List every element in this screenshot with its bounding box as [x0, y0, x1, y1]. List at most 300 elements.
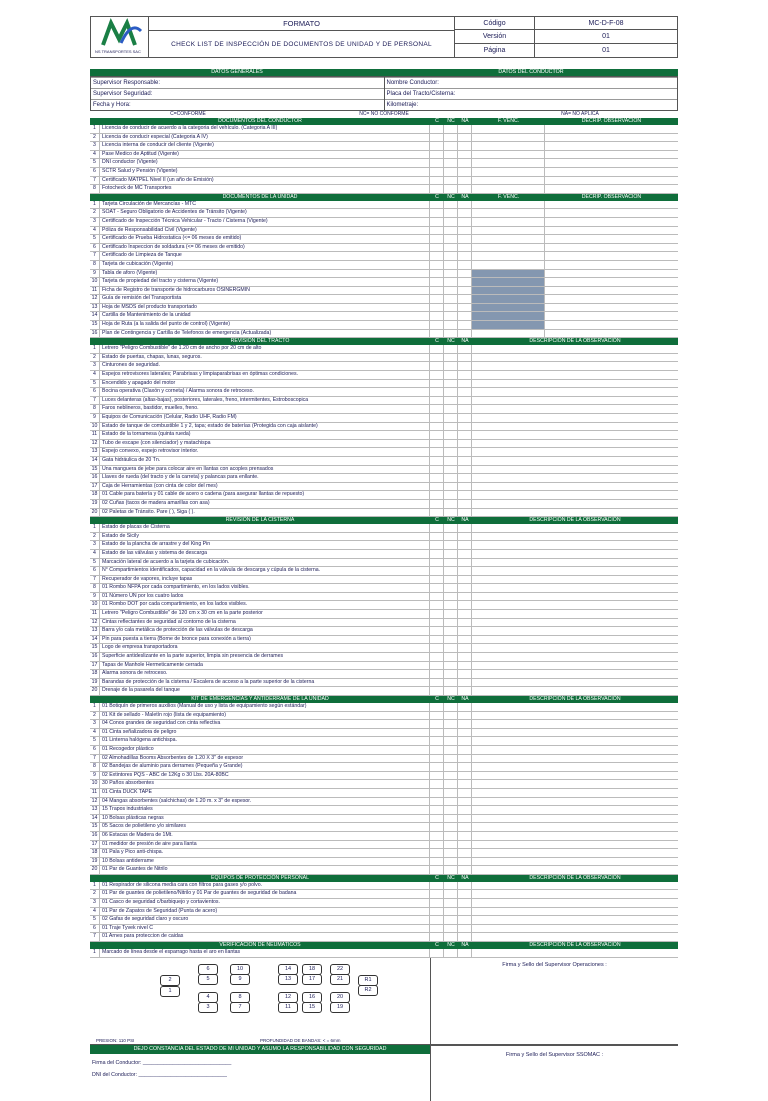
cell-na[interactable]: [458, 278, 472, 286]
cell-c[interactable]: [430, 933, 444, 941]
cell-desc[interactable]: [472, 925, 678, 933]
cell-na[interactable]: [458, 362, 472, 370]
cell-na[interactable]: [458, 209, 472, 217]
cell-desc[interactable]: [472, 899, 678, 907]
cell-na[interactable]: [458, 798, 472, 806]
cell-c[interactable]: [430, 397, 444, 405]
cell-nc[interactable]: [444, 533, 458, 541]
cell-nc[interactable]: [444, 908, 458, 916]
tire-17[interactable]: 17: [302, 974, 322, 985]
cell-c[interactable]: [430, 567, 444, 575]
cell-c[interactable]: [430, 312, 444, 320]
cell-na[interactable]: [458, 601, 472, 609]
cell-venc[interactable]: [472, 270, 545, 278]
tire-9[interactable]: 9: [230, 974, 250, 985]
cell-nc[interactable]: [444, 388, 458, 396]
cell-c[interactable]: [430, 354, 444, 362]
cell-desc[interactable]: [472, 541, 678, 549]
cell-c[interactable]: [430, 509, 444, 517]
cell-c[interactable]: [430, 653, 444, 661]
cell-c[interactable]: [430, 295, 444, 303]
cell-c[interactable]: [430, 841, 444, 849]
cell-nc[interactable]: [444, 278, 458, 286]
cell-nc[interactable]: [444, 509, 458, 517]
cell-obs[interactable]: [545, 312, 678, 320]
cell-na[interactable]: [458, 687, 472, 695]
cell-nc[interactable]: [444, 457, 458, 465]
cell-na[interactable]: [458, 720, 472, 728]
cell-nc[interactable]: [444, 371, 458, 379]
cell-c[interactable]: [430, 815, 444, 823]
cell-desc[interactable]: [472, 567, 678, 575]
cell-c[interactable]: [430, 729, 444, 737]
cell-nc[interactable]: [444, 584, 458, 592]
cell-nc[interactable]: [444, 312, 458, 320]
cell-nc[interactable]: [444, 619, 458, 627]
cell-na[interactable]: [458, 466, 472, 474]
cell-venc[interactable]: [472, 330, 545, 338]
general-field[interactable]: Supervisor Seguridad:: [91, 88, 384, 99]
cell-na[interactable]: [458, 806, 472, 814]
cell-nc[interactable]: [444, 295, 458, 303]
cell-na[interactable]: [458, 916, 472, 924]
cell-na[interactable]: [458, 703, 472, 711]
cell-desc[interactable]: [472, 858, 678, 866]
cell-c[interactable]: [430, 533, 444, 541]
cell-desc[interactable]: [472, 550, 678, 558]
cell-c[interactable]: [430, 448, 444, 456]
cell-c[interactable]: [430, 252, 444, 260]
cell-desc[interactable]: [472, 644, 678, 652]
cell-nc[interactable]: [444, 261, 458, 269]
cell-c[interactable]: [430, 949, 444, 957]
cell-c[interactable]: [430, 576, 444, 584]
cell-c[interactable]: [430, 789, 444, 797]
cell-na[interactable]: [458, 491, 472, 499]
cell-desc[interactable]: [472, 380, 678, 388]
cell-desc[interactable]: [472, 397, 678, 405]
cell-na[interactable]: [458, 287, 472, 295]
cell-venc[interactable]: [472, 218, 545, 226]
cell-venc[interactable]: [472, 261, 545, 269]
cell-c[interactable]: [430, 858, 444, 866]
cell-na[interactable]: [458, 593, 472, 601]
cell-na[interactable]: [458, 185, 472, 193]
cell-desc[interactable]: [472, 687, 678, 695]
cell-desc[interactable]: [472, 746, 678, 754]
cell-obs[interactable]: [545, 134, 678, 142]
cell-c[interactable]: [430, 491, 444, 499]
cell-c[interactable]: [430, 125, 444, 133]
cell-nc[interactable]: [444, 746, 458, 754]
cell-c[interactable]: [430, 168, 444, 176]
cell-na[interactable]: [458, 763, 472, 771]
cell-nc[interactable]: [444, 304, 458, 312]
cell-desc[interactable]: [472, 832, 678, 840]
cell-desc[interactable]: [472, 362, 678, 370]
cell-venc[interactable]: [472, 287, 545, 295]
cell-c[interactable]: [430, 151, 444, 159]
cell-desc[interactable]: [472, 780, 678, 788]
cell-na[interactable]: [458, 925, 472, 933]
cell-nc[interactable]: [444, 227, 458, 235]
cell-c[interactable]: [430, 687, 444, 695]
cell-na[interactable]: [458, 823, 472, 831]
cell-desc[interactable]: [472, 806, 678, 814]
cell-c[interactable]: [430, 908, 444, 916]
tire-3[interactable]: 3: [198, 1002, 218, 1013]
cell-na[interactable]: [458, 679, 472, 687]
cell-obs[interactable]: [545, 252, 678, 260]
cell-c[interactable]: [430, 780, 444, 788]
cell-nc[interactable]: [444, 841, 458, 849]
cell-c[interactable]: [430, 244, 444, 252]
cell-c[interactable]: [430, 278, 444, 286]
cell-nc[interactable]: [444, 823, 458, 831]
cell-na[interactable]: [458, 899, 472, 907]
cell-venc[interactable]: [472, 142, 545, 150]
cell-na[interactable]: [458, 414, 472, 422]
cell-venc[interactable]: [472, 177, 545, 185]
cell-nc[interactable]: [444, 670, 458, 678]
cell-c[interactable]: [430, 798, 444, 806]
cell-na[interactable]: [458, 354, 472, 362]
cell-nc[interactable]: [444, 218, 458, 226]
cell-c[interactable]: [430, 388, 444, 396]
cell-na[interactable]: [458, 832, 472, 840]
cell-nc[interactable]: [444, 679, 458, 687]
cell-venc[interactable]: [472, 312, 545, 320]
tire-6[interactable]: 6: [198, 964, 218, 975]
cell-desc[interactable]: [472, 388, 678, 396]
cell-c[interactable]: [430, 679, 444, 687]
cell-c[interactable]: [430, 440, 444, 448]
cell-c[interactable]: [430, 610, 444, 618]
cell-na[interactable]: [458, 261, 472, 269]
cell-na[interactable]: [458, 345, 472, 353]
cell-desc[interactable]: [472, 509, 678, 517]
cell-desc[interactable]: [472, 466, 678, 474]
cell-na[interactable]: [458, 653, 472, 661]
cell-c[interactable]: [430, 899, 444, 907]
cell-c[interactable]: [430, 134, 444, 142]
cell-obs[interactable]: [545, 261, 678, 269]
cell-c[interactable]: [430, 380, 444, 388]
cell-desc[interactable]: [472, 798, 678, 806]
cell-desc[interactable]: [472, 729, 678, 737]
cell-nc[interactable]: [444, 466, 458, 474]
cell-nc[interactable]: [444, 890, 458, 898]
cell-desc[interactable]: [472, 949, 678, 957]
tire-r1[interactable]: R1: [358, 975, 378, 986]
cell-obs[interactable]: [545, 235, 678, 243]
cell-desc[interactable]: [472, 772, 678, 780]
cell-nc[interactable]: [444, 287, 458, 295]
cell-c[interactable]: [430, 772, 444, 780]
cell-nc[interactable]: [444, 832, 458, 840]
tire-19[interactable]: 19: [330, 1002, 350, 1013]
cell-nc[interactable]: [444, 636, 458, 644]
cell-na[interactable]: [458, 841, 472, 849]
cell-c[interactable]: [430, 925, 444, 933]
cell-venc[interactable]: [472, 134, 545, 142]
cell-c[interactable]: [430, 593, 444, 601]
cell-nc[interactable]: [444, 491, 458, 499]
tire-12[interactable]: 12: [278, 992, 298, 1003]
cell-nc[interactable]: [444, 849, 458, 857]
cell-c[interactable]: [430, 227, 444, 235]
cell-c[interactable]: [430, 636, 444, 644]
cell-na[interactable]: [458, 227, 472, 235]
cell-na[interactable]: [458, 134, 472, 142]
tire-r2[interactable]: R2: [358, 985, 378, 996]
cell-nc[interactable]: [444, 541, 458, 549]
cell-nc[interactable]: [444, 720, 458, 728]
cell-c[interactable]: [430, 559, 444, 567]
cell-desc[interactable]: [472, 662, 678, 670]
cell-na[interactable]: [458, 397, 472, 405]
cell-nc[interactable]: [444, 925, 458, 933]
cell-c[interactable]: [430, 142, 444, 150]
cell-desc[interactable]: [472, 593, 678, 601]
cell-nc[interactable]: [444, 763, 458, 771]
cell-c[interactable]: [430, 287, 444, 295]
cell-na[interactable]: [458, 509, 472, 517]
cell-c[interactable]: [430, 619, 444, 627]
tire-2[interactable]: 2: [160, 975, 180, 986]
cell-obs[interactable]: [545, 209, 678, 217]
cell-na[interactable]: [458, 295, 472, 303]
cell-na[interactable]: [458, 737, 472, 745]
cell-nc[interactable]: [444, 593, 458, 601]
cell-obs[interactable]: [545, 244, 678, 252]
cell-nc[interactable]: [444, 142, 458, 150]
cell-venc[interactable]: [472, 125, 545, 133]
cell-c[interactable]: [430, 330, 444, 338]
cell-desc[interactable]: [472, 559, 678, 567]
cell-venc[interactable]: [472, 151, 545, 159]
cell-desc[interactable]: [472, 849, 678, 857]
cell-c[interactable]: [430, 304, 444, 312]
cell-nc[interactable]: [444, 899, 458, 907]
cell-na[interactable]: [458, 448, 472, 456]
cell-c[interactable]: [430, 644, 444, 652]
cell-na[interactable]: [458, 866, 472, 874]
tire-18[interactable]: 18: [302, 964, 322, 975]
cell-nc[interactable]: [444, 933, 458, 941]
cell-c[interactable]: [430, 550, 444, 558]
cell-nc[interactable]: [444, 483, 458, 491]
cell-nc[interactable]: [444, 168, 458, 176]
cell-na[interactable]: [458, 882, 472, 890]
cell-c[interactable]: [430, 261, 444, 269]
cell-c[interactable]: [430, 457, 444, 465]
cell-c[interactable]: [430, 218, 444, 226]
cell-obs[interactable]: [545, 125, 678, 133]
cell-c[interactable]: [430, 720, 444, 728]
cell-nc[interactable]: [444, 550, 458, 558]
cell-obs[interactable]: [545, 151, 678, 159]
cell-desc[interactable]: [472, 866, 678, 874]
cell-c[interactable]: [430, 627, 444, 635]
cell-desc[interactable]: [472, 679, 678, 687]
cell-nc[interactable]: [444, 755, 458, 763]
cell-obs[interactable]: [545, 177, 678, 185]
cell-obs[interactable]: [545, 201, 678, 209]
cell-nc[interactable]: [444, 653, 458, 661]
cell-desc[interactable]: [472, 755, 678, 763]
cell-c[interactable]: [430, 466, 444, 474]
cell-obs[interactable]: [545, 287, 678, 295]
cell-obs[interactable]: [545, 185, 678, 193]
cell-venc[interactable]: [472, 252, 545, 260]
cell-obs[interactable]: [545, 168, 678, 176]
cell-desc[interactable]: [472, 627, 678, 635]
cell-na[interactable]: [458, 330, 472, 338]
cell-venc[interactable]: [472, 227, 545, 235]
cell-desc[interactable]: [472, 474, 678, 482]
cell-desc[interactable]: [472, 533, 678, 541]
cell-nc[interactable]: [444, 125, 458, 133]
cell-c[interactable]: [430, 823, 444, 831]
cell-c[interactable]: [430, 177, 444, 185]
cell-desc[interactable]: [472, 601, 678, 609]
cell-nc[interactable]: [444, 500, 458, 508]
cell-c[interactable]: [430, 371, 444, 379]
general-field[interactable]: Supervisor Responsable:: [91, 77, 384, 88]
cell-nc[interactable]: [444, 858, 458, 866]
cell-desc[interactable]: [472, 908, 678, 916]
cell-nc[interactable]: [444, 252, 458, 260]
cell-desc[interactable]: [472, 440, 678, 448]
cell-desc[interactable]: [472, 491, 678, 499]
tire-21[interactable]: 21: [330, 974, 350, 985]
cell-c[interactable]: [430, 866, 444, 874]
cell-na[interactable]: [458, 670, 472, 678]
cell-nc[interactable]: [444, 567, 458, 575]
cell-desc[interactable]: [472, 345, 678, 353]
cell-desc[interactable]: [472, 354, 678, 362]
cell-c[interactable]: [430, 601, 444, 609]
cell-c[interactable]: [430, 806, 444, 814]
cell-na[interactable]: [458, 858, 472, 866]
tire-20[interactable]: 20: [330, 992, 350, 1003]
cell-na[interactable]: [458, 755, 472, 763]
cell-nc[interactable]: [444, 151, 458, 159]
cell-c[interactable]: [430, 584, 444, 592]
cell-na[interactable]: [458, 483, 472, 491]
cell-na[interactable]: [458, 235, 472, 243]
cell-nc[interactable]: [444, 244, 458, 252]
cell-venc[interactable]: [472, 244, 545, 252]
cell-c[interactable]: [430, 737, 444, 745]
cell-nc[interactable]: [444, 916, 458, 924]
cell-c[interactable]: [430, 431, 444, 439]
cell-na[interactable]: [458, 662, 472, 670]
cell-na[interactable]: [458, 780, 472, 788]
cell-na[interactable]: [458, 908, 472, 916]
cell-desc[interactable]: [472, 670, 678, 678]
cell-nc[interactable]: [444, 559, 458, 567]
tire-5[interactable]: 5: [198, 974, 218, 985]
cell-c[interactable]: [430, 185, 444, 193]
cell-desc[interactable]: [472, 576, 678, 584]
cell-na[interactable]: [458, 584, 472, 592]
cell-c[interactable]: [430, 201, 444, 209]
tire-7[interactable]: 7: [230, 1002, 250, 1013]
cell-c[interactable]: [430, 483, 444, 491]
cell-obs[interactable]: [545, 321, 678, 329]
cell-desc[interactable]: [472, 933, 678, 941]
cell-desc[interactable]: [472, 636, 678, 644]
cell-nc[interactable]: [444, 882, 458, 890]
cell-c[interactable]: [430, 524, 444, 532]
cell-desc[interactable]: [472, 763, 678, 771]
cell-desc[interactable]: [472, 882, 678, 890]
cell-c[interactable]: [430, 414, 444, 422]
cell-nc[interactable]: [444, 576, 458, 584]
cell-c[interactable]: [430, 345, 444, 353]
cell-nc[interactable]: [444, 789, 458, 797]
cell-na[interactable]: [458, 312, 472, 320]
cell-na[interactable]: [458, 201, 472, 209]
cell-na[interactable]: [458, 244, 472, 252]
cell-obs[interactable]: [545, 295, 678, 303]
cell-obs[interactable]: [545, 304, 678, 312]
cell-venc[interactable]: [472, 235, 545, 243]
cell-na[interactable]: [458, 440, 472, 448]
cell-na[interactable]: [458, 619, 472, 627]
cell-c[interactable]: [430, 500, 444, 508]
general-field[interactable]: Kilometraje:: [385, 99, 678, 110]
cell-na[interactable]: [458, 405, 472, 413]
cell-c[interactable]: [430, 235, 444, 243]
cell-desc[interactable]: [472, 737, 678, 745]
cell-na[interactable]: [458, 388, 472, 396]
cell-nc[interactable]: [444, 474, 458, 482]
cell-na[interactable]: [458, 610, 472, 618]
cell-nc[interactable]: [444, 712, 458, 720]
cell-c[interactable]: [430, 755, 444, 763]
cell-nc[interactable]: [444, 345, 458, 353]
cell-nc[interactable]: [444, 185, 458, 193]
cell-nc[interactable]: [444, 772, 458, 780]
cell-nc[interactable]: [444, 815, 458, 823]
cell-na[interactable]: [458, 644, 472, 652]
cell-na[interactable]: [458, 321, 472, 329]
general-field[interactable]: Nombre Conductor:: [385, 77, 678, 88]
cell-desc[interactable]: [472, 524, 678, 532]
cell-nc[interactable]: [444, 159, 458, 167]
cell-nc[interactable]: [444, 414, 458, 422]
cell-na[interactable]: [458, 500, 472, 508]
general-field[interactable]: Fecha y Hora:: [91, 99, 384, 110]
tire-1[interactable]: 1: [160, 986, 180, 997]
cell-nc[interactable]: [444, 397, 458, 405]
cell-nc[interactable]: [444, 423, 458, 431]
cell-nc[interactable]: [444, 448, 458, 456]
cell-obs[interactable]: [545, 227, 678, 235]
cell-obs[interactable]: [545, 159, 678, 167]
cell-desc[interactable]: [472, 448, 678, 456]
cell-c[interactable]: [430, 209, 444, 217]
cell-na[interactable]: [458, 151, 472, 159]
cell-nc[interactable]: [444, 330, 458, 338]
cell-desc[interactable]: [472, 703, 678, 711]
cell-nc[interactable]: [444, 729, 458, 737]
cell-nc[interactable]: [444, 209, 458, 217]
cell-c[interactable]: [430, 703, 444, 711]
